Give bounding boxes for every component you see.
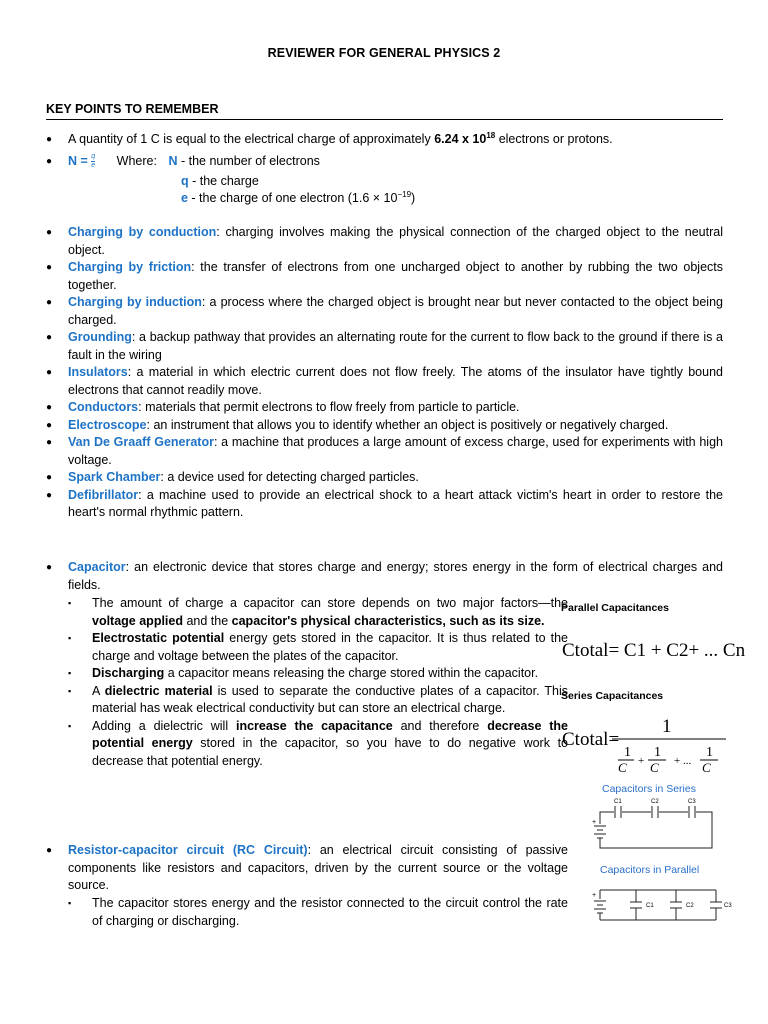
list-item	[46, 417, 723, 435]
sub-text: and therefore	[392, 718, 488, 733]
definition-term: Van De Graaff Generator	[68, 435, 214, 449]
list-item	[46, 131, 723, 149]
definition-text: : a machine that produces a large amount of excess charge, used for experiments with high voltage.	[68, 435, 723, 467]
definition-text: : charging involves making the physical connection of the charged object to the neutral object.	[68, 225, 723, 257]
list-item	[46, 224, 723, 259]
capacitor-list	[46, 559, 723, 594]
capacitor-term: Capacitor	[68, 560, 126, 574]
definition-term: Conductors	[68, 400, 139, 414]
sub-text: a capacitor means releasing the charge stored within the capacitor.	[164, 666, 539, 680]
section-heading: KEY POINTS TO REMEMBER	[46, 102, 723, 120]
svg-text:+: +	[592, 819, 597, 826]
c3-label: C3	[688, 799, 696, 805]
capacitors-in-series-label: Capacitors in Series	[602, 783, 696, 795]
sub-text: and the	[183, 613, 232, 628]
e-definition	[181, 191, 415, 205]
n-fraction	[91, 153, 95, 170]
definition-text: : a device used for detecting charged particles.	[160, 470, 419, 484]
capacitor-text: : an electronic device that stores charge and energy; stores energy in the form of electrical charges and fields.	[68, 560, 723, 592]
capacitor-sublist	[46, 595, 568, 770]
quantity-text-b: electrons or protons.	[495, 132, 613, 146]
list-item	[46, 434, 723, 469]
c1-parallel-label: C1	[646, 903, 654, 909]
series-formula-graphic	[610, 738, 728, 776]
definition-term: Charging by induction	[68, 295, 202, 309]
definition-text: : a backup pathway that provides an alternating route for the current to flow back to the ground if there is a fault in the wiring	[68, 330, 723, 362]
intro-list	[46, 131, 723, 170]
rc-list	[46, 842, 568, 895]
definition-text: : the transfer of electrons from one uncharged object to another by rubbing the two objects together.	[68, 260, 724, 292]
rc-text: : an electrical circuit consisting of passive components like resistors and capacitors, driven by the current source or the voltage source.	[68, 843, 568, 892]
list-item	[46, 259, 723, 294]
e-term: e	[181, 191, 188, 205]
svg-text:+: +	[592, 892, 597, 899]
sub-text: The amount of charge a capacitor can store depends on two major factors—the	[92, 596, 568, 610]
svg-text:1: 1	[654, 745, 661, 760]
svg-text:1: 1	[624, 745, 631, 760]
definition-text: : a process where the charged object is brought near but never contacted to the object being charged.	[68, 295, 723, 327]
list-item	[46, 842, 568, 895]
sub-list-item	[46, 630, 568, 665]
sub-bold: increase the capacitance	[235, 718, 393, 733]
fraction-numerator: q	[91, 152, 96, 160]
list-item	[46, 399, 723, 417]
sub-text: Adding a dielectric will	[92, 718, 236, 733]
capacitors-in-parallel-label: Capacitors in Parallel	[600, 864, 700, 876]
svg-text:C: C	[618, 760, 627, 775]
svg-text:C: C	[702, 760, 711, 775]
list-item	[46, 364, 723, 399]
e-exponent: −19	[397, 190, 412, 199]
quantity-exponent: 18	[486, 131, 496, 140]
sub-list-item	[46, 895, 568, 930]
definition-text: : an instrument that allows you to identify whether an object is positively or negatively charged.	[146, 417, 669, 432]
q-description: - the charge	[188, 174, 259, 188]
series-formula-lhs: Ctotal=	[562, 729, 620, 750]
definition-text: : a material in which electric current does not flow freely. The atoms of the insulator have tightly bound electrons that cannot readily move.	[68, 365, 723, 397]
quantity-value: 6.24 x 10	[434, 132, 487, 146]
sub-text: energy gets stored in the capacitor. It is thus related to the charge and voltage between the plates of the capacitor.	[92, 631, 568, 663]
sub-list-item	[46, 718, 568, 771]
c2-parallel-label: C2	[686, 903, 694, 909]
e-close: )	[411, 191, 416, 205]
series-formula-numerator: 1	[662, 716, 672, 737]
q-term: q	[181, 174, 189, 188]
list-item	[46, 559, 723, 594]
q-definition	[181, 174, 259, 188]
sub-list-item	[46, 665, 568, 683]
sub-list-item	[46, 683, 568, 718]
sub-text: stored in the capacitor, so you have to do negative work to decrease that potential energy.	[92, 736, 568, 768]
e-description: - the charge of one electron (1.6 × 10	[187, 191, 398, 205]
list-item	[46, 469, 723, 487]
sub-text: The capacitor stores energy and the resistor connected to the circuit control the rate of charging or discharging.	[92, 896, 568, 928]
sub-bold: Electrostatic potential	[92, 631, 225, 645]
definition-text: : materials that permit electrons to flow freely from particle to particle.	[138, 400, 520, 414]
sub-text: is used to separate the conductive plates of a capacitor. This material has weak electrical conductivity but can store an electrical charge.	[92, 683, 568, 715]
n-term: N	[168, 153, 178, 168]
where-label: Where:	[116, 153, 157, 168]
sub-bold: voltage applied	[92, 613, 183, 628]
list-item	[46, 153, 723, 171]
c2-label: C2	[651, 799, 659, 805]
definition-term: Electroscope	[68, 417, 147, 432]
definition-term: Insulators	[68, 365, 128, 379]
c1-label: C1	[614, 799, 622, 805]
parallel-formula: Ctotal= C1 + C2+ ... Cn	[562, 640, 746, 661]
definition-term: Charging by conduction	[68, 225, 217, 239]
sub-bold: decrease the potential energy	[92, 718, 569, 750]
sub-text: A	[92, 683, 105, 698]
svg-text:1: 1	[706, 745, 713, 760]
svg-text:+ ...: + ...	[674, 755, 692, 767]
series-circuit-diagram	[588, 796, 718, 854]
sub-bold: Discharging	[92, 666, 165, 680]
list-item	[46, 487, 723, 522]
list-item	[46, 294, 723, 329]
n-description: - the number of electrons	[177, 153, 320, 168]
series-capacitances-title: Series Capacitances	[561, 690, 664, 702]
n-formula-label: N =	[68, 153, 92, 168]
definition-term: Charging by friction	[68, 260, 192, 274]
rc-term: Resistor-capacitor circuit (RC Circuit)	[68, 843, 308, 857]
definition-term: Defibrillator	[68, 487, 139, 502]
sub-bold: dielectric material	[104, 683, 213, 698]
definition-text: : a machine used to provide an electrical shock to a heart attack victim's heart in order to restore the heart's normal rhythmic pattern.	[68, 487, 723, 519]
svg-text:+: +	[638, 755, 645, 767]
definitions-list	[46, 224, 723, 522]
svg-text:C: C	[650, 760, 659, 775]
page-title: REVIEWER FOR GENERAL PHYSICS 2	[267, 46, 501, 60]
fraction-denominator: e	[91, 161, 96, 169]
list-item	[46, 329, 723, 364]
definition-term: Spark Chamber	[68, 470, 161, 484]
rc-sublist	[46, 895, 568, 930]
parallel-circuit-diagram	[588, 882, 738, 928]
definition-term: Grounding	[68, 330, 132, 344]
parallel-capacitances-title: Parallel Capacitances	[561, 602, 669, 614]
quantity-text-a: A quantity of 1 C is equal to the electrical charge of approximately	[68, 132, 435, 146]
sub-bold: capacitor's physical characteristics, such as its size.	[231, 613, 545, 628]
sub-list-item	[46, 595, 568, 630]
c3-parallel-label: C3	[724, 903, 732, 909]
